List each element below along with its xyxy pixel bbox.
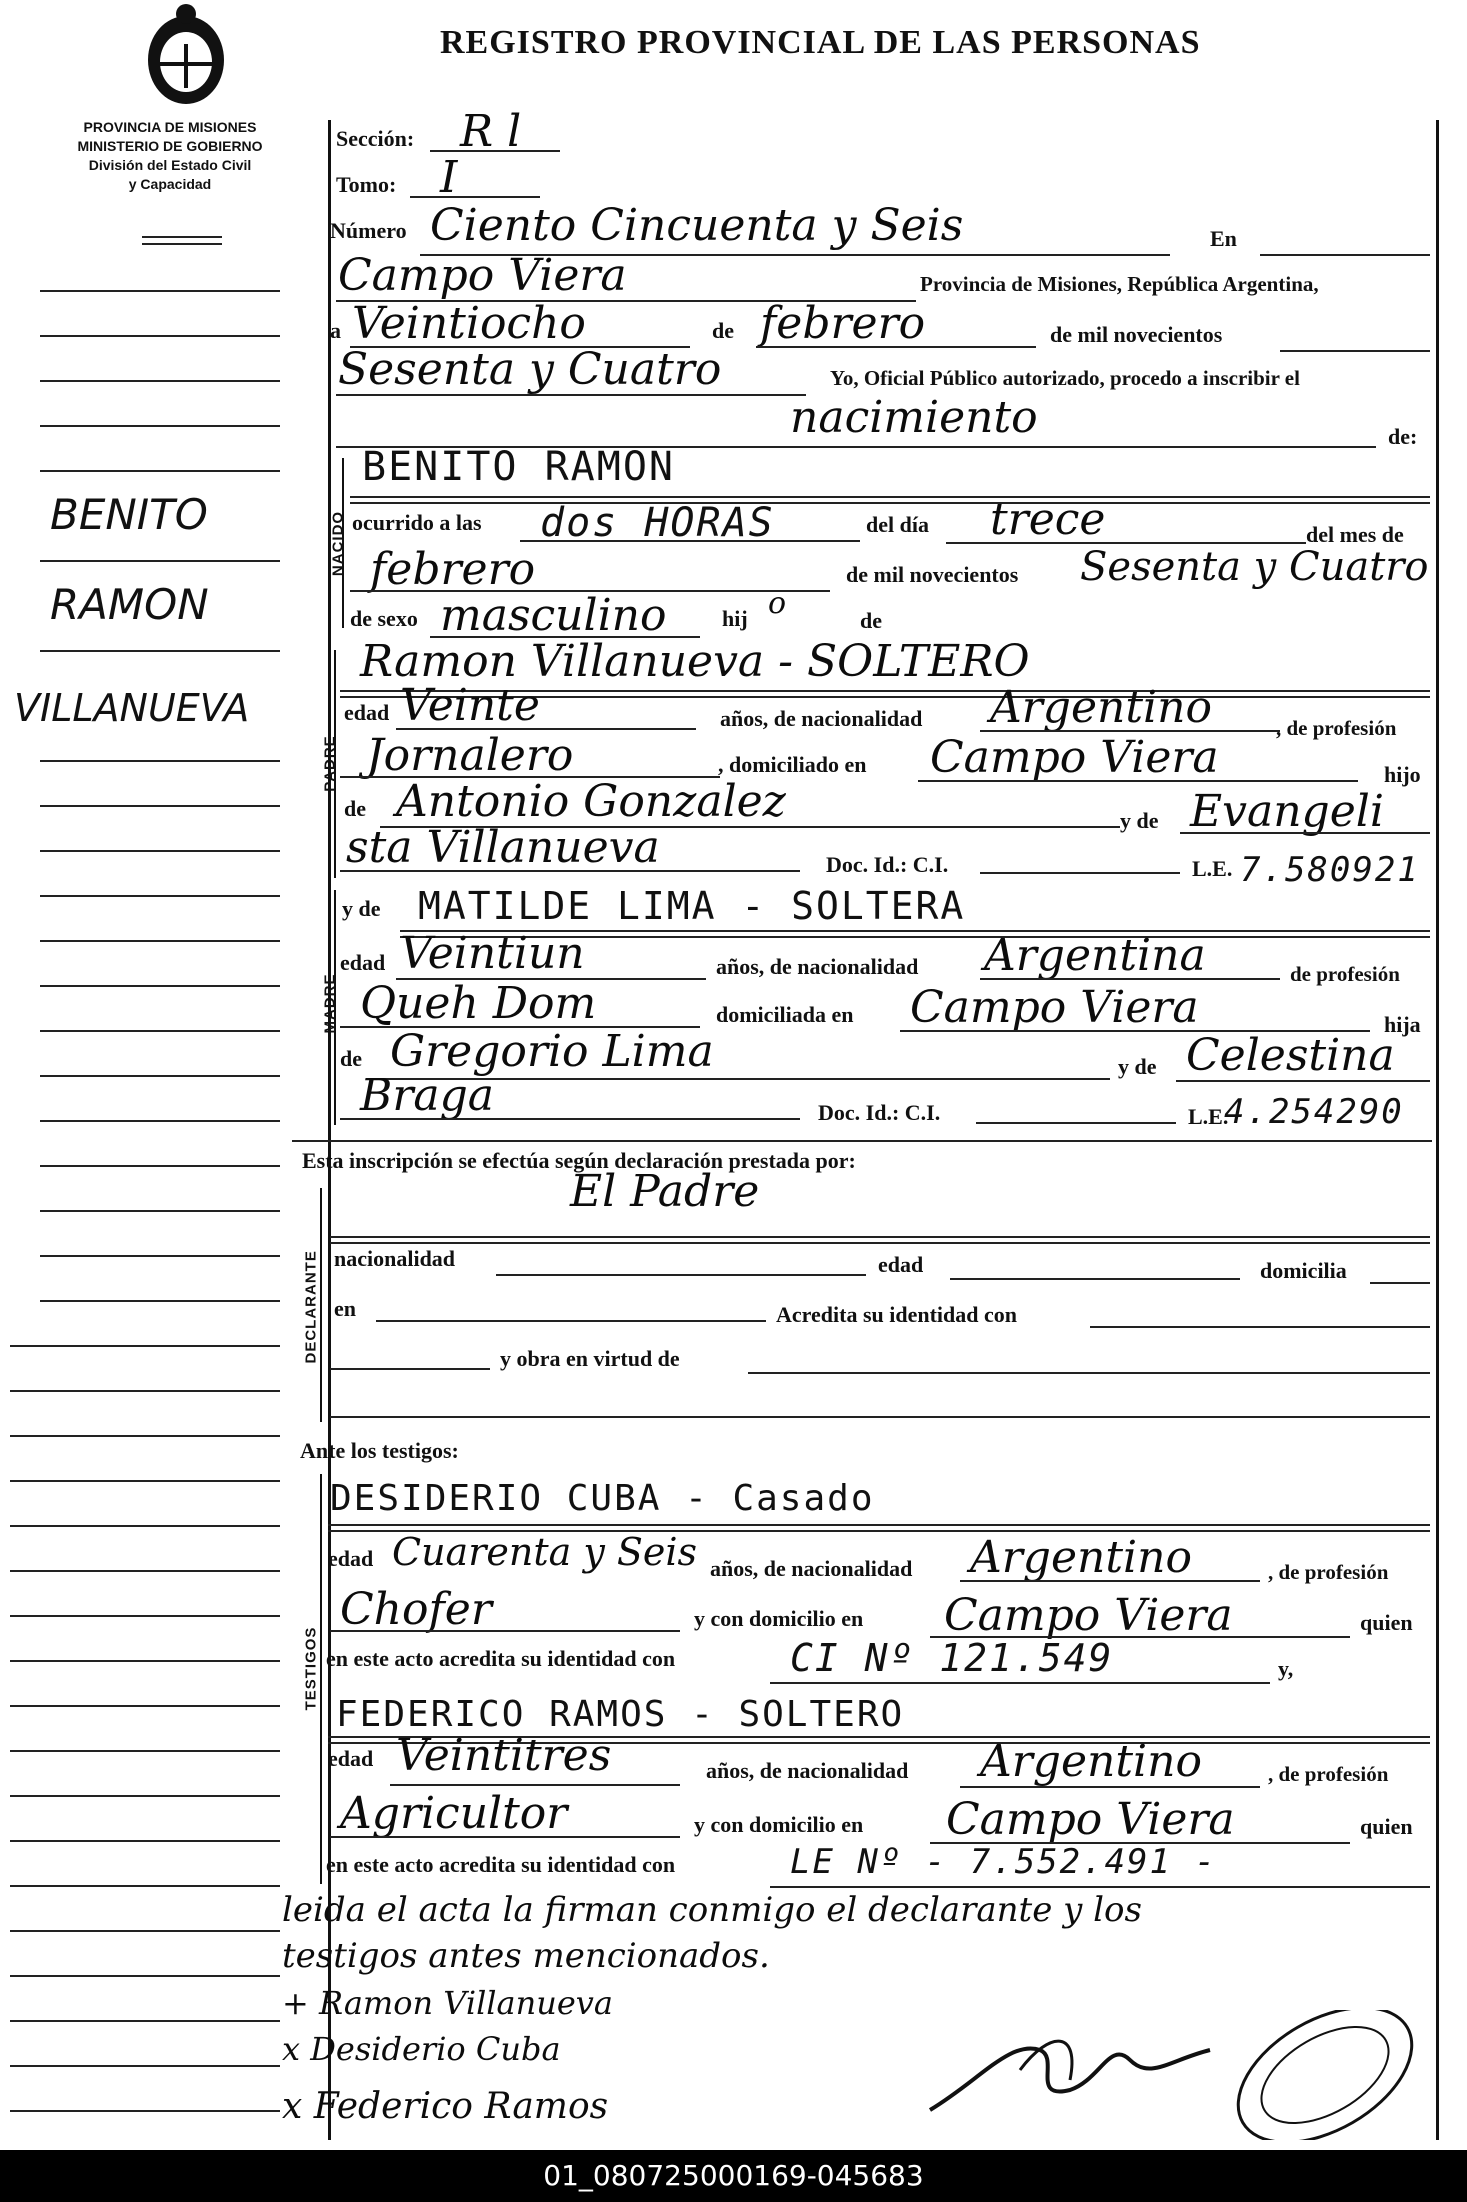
declarante-acredita-label: Acredita su identidad con xyxy=(776,1302,1018,1327)
margin-name-1: BENITO xyxy=(50,490,208,539)
declarante-edad-label: edad xyxy=(878,1252,924,1277)
padre-de-label: de xyxy=(344,796,366,821)
provincia-text: Provincia de Misiones, República Argentina, xyxy=(920,272,1319,296)
madre-domic-label: domiciliada en xyxy=(716,1002,854,1027)
a-label: a xyxy=(330,318,341,343)
declarante-obra-label: y obra en virtud de xyxy=(500,1346,680,1371)
testigo1-acto-label: en este acto acredita su identidad con xyxy=(326,1646,676,1671)
padre-side-label: PADRE xyxy=(321,735,339,792)
padre-le-label: L.E. xyxy=(1192,856,1233,881)
madre-domic-value: Campo Viera xyxy=(910,982,1199,1033)
year-value: Sesenta y Cuatro xyxy=(338,344,722,395)
padre-profesion-label: , de profesión xyxy=(1276,716,1397,740)
madre-yde2-label: y de xyxy=(1118,1054,1157,1079)
testigo1-domic-label: y con domicilio en xyxy=(694,1606,864,1631)
testigo1-edad-label: edad xyxy=(328,1546,374,1571)
testigo2-anios-label: años, de nacionalidad xyxy=(706,1758,909,1783)
org-line-4: y Capacidad xyxy=(128,176,212,192)
mil-label: de mil novecientos xyxy=(846,562,1019,587)
declarante-domic-label: domicilia xyxy=(1260,1258,1347,1283)
mes-value: febrero xyxy=(370,544,536,595)
nacido-side-label: NACIDO xyxy=(329,510,347,577)
testigo1-y-label: y, xyxy=(1278,1656,1294,1681)
padre-anios-label: años, de nacionalidad xyxy=(720,706,923,731)
seccion-label: Sección: xyxy=(336,126,415,151)
madre-hija-label: hija xyxy=(1384,1012,1421,1037)
testigo2-nac-value: Argentino xyxy=(980,1736,1202,1787)
padre-yde-label: y de xyxy=(1120,808,1159,833)
hora-value: dos HORAS xyxy=(540,500,775,546)
en-label: En xyxy=(1210,226,1237,251)
margin-name-3: VILLANUEVA xyxy=(14,686,250,730)
testigo2-quien-label: quien xyxy=(1360,1814,1413,1839)
madre-profesion-label: de profesión xyxy=(1290,962,1400,986)
dia-label: del día xyxy=(866,512,929,537)
testigo2-name: FEDERICO RAMOS - SOLTERO xyxy=(336,1694,905,1735)
padre-edad-label: edad xyxy=(344,700,390,725)
padre-doc-label: Doc. Id.: C.I. xyxy=(826,852,949,877)
madre-yde-label: y de xyxy=(342,896,381,921)
madre-anios-label: años, de nacionalidad xyxy=(716,954,919,979)
padre-edad-value: Veinte xyxy=(400,680,540,731)
de-colon: de: xyxy=(1388,424,1418,449)
testigo2-edad-value: Veintitres xyxy=(396,1730,612,1781)
testigo1-anios-label: años, de nacionalidad xyxy=(710,1556,913,1581)
margin-name-2: RAMON xyxy=(50,580,209,629)
testigo1-quien-label: quien xyxy=(1360,1610,1413,1635)
official-stamp-icon xyxy=(1220,2010,1430,2144)
de-label: de xyxy=(712,318,734,343)
padre-madre-value: Evangeli xyxy=(1190,786,1384,837)
hijo-value: o xyxy=(768,586,787,621)
day-value: Veintiocho xyxy=(352,298,586,349)
numero-value: Ciento Cincuenta y Seis xyxy=(430,200,964,251)
madre-madre-value: Celestina xyxy=(1186,1030,1395,1081)
madre-de-label: de xyxy=(340,1046,362,1071)
testigo2-domic-value: Campo Viera xyxy=(946,1794,1235,1845)
de-label-nacido: de xyxy=(860,608,882,633)
padre-le-value: 7.580921 xyxy=(1240,850,1420,890)
madre-name: MATILDE LIMA - SOLTERA xyxy=(418,884,966,928)
place-value: Campo Viera xyxy=(338,250,627,301)
numero-label: Número xyxy=(330,218,407,243)
madre-nac-value: Argentina xyxy=(984,930,1206,981)
madre-le-value: 4.254290 xyxy=(1224,1092,1404,1132)
padre-domic-label: , domiciliado en xyxy=(718,752,867,777)
padre-name: Ramon Villanueva - SOLTERO xyxy=(360,636,1030,687)
seccion-value: R l xyxy=(460,106,522,157)
org-block xyxy=(40,118,300,194)
padre-domic-value: Campo Viera xyxy=(930,732,1219,783)
declarante-nac-label: nacionalidad xyxy=(334,1246,456,1271)
testigo1-domic-value: Campo Viera xyxy=(944,1590,1233,1641)
closing-line-2: testigos antes mencionados. xyxy=(282,1936,770,1976)
madre-le-label: L.E. xyxy=(1188,1104,1229,1129)
sexo-label: de sexo xyxy=(350,606,418,631)
testigo2-edad-label: edad xyxy=(328,1746,374,1771)
coat-of-arms-icon xyxy=(140,0,232,108)
org-line-3: División del Estado Civil xyxy=(88,157,252,173)
org-line-2: MINISTERIO DE GOBIERNO xyxy=(77,138,263,154)
month-value: febrero xyxy=(760,298,926,349)
testigo1-edad-value: Cuarenta y Seis xyxy=(392,1530,698,1574)
testigo2-prof-value: Agricultor xyxy=(340,1788,568,1839)
madre-edad-label: edad xyxy=(340,950,386,975)
anio-value: Sesenta y Cuatro xyxy=(1080,544,1429,590)
madre-prof-value: Queh Dom xyxy=(360,978,597,1029)
acta-value: nacimiento xyxy=(790,392,1038,443)
nacido-name: BENITO RAMON xyxy=(362,444,675,490)
padre-nac-value: Argentino xyxy=(990,682,1212,733)
declarante-en-label: en xyxy=(334,1296,356,1321)
testigos-label: Ante los testigos: xyxy=(300,1438,459,1463)
testigo2-prof-label: , de profesión xyxy=(1268,1762,1389,1786)
hijo-label: hij xyxy=(722,606,748,631)
testigo1-name: DESIDERIO CUBA - Casado xyxy=(330,1478,875,1519)
tomo-label: Tomo: xyxy=(336,172,397,197)
officer-signature xyxy=(920,2020,1220,2134)
tomo-value: I xyxy=(440,152,458,203)
signature-ramon: + Ramon Villanueva xyxy=(282,1984,613,2022)
closing-line-1: leida el acta la firman conmigo el declarante y los xyxy=(282,1890,1142,1930)
testigo2-id-value: LE Nº - 7.552.491 - xyxy=(790,1842,1217,1882)
madre-madre-value-2: Braga xyxy=(360,1070,494,1121)
document-title: REGISTRO PROVINCIAL DE LAS PERSONAS xyxy=(440,24,1201,61)
testigo1-prof-label: , de profesión xyxy=(1268,1560,1389,1584)
sexo-value: masculino xyxy=(440,590,667,641)
testigo1-nac-value: Argentino xyxy=(970,1532,1192,1583)
mes-label: del mes de xyxy=(1306,522,1404,547)
madre-side-label: MADRE xyxy=(321,973,339,1034)
madre-edad-value: Veintiun xyxy=(400,928,585,979)
inscripcion-text: Esta inscripción se efectúa según declaración prestada por: xyxy=(302,1148,856,1173)
dia-value: trece xyxy=(990,494,1106,545)
padre-madre-value-2: sta Villanueva xyxy=(346,822,660,873)
padre-hijo-label: hijo xyxy=(1384,762,1421,787)
signature-desiderio: x Desiderio Cuba xyxy=(282,2030,561,2068)
padre-prof-value: Jornalero xyxy=(366,730,574,781)
testigos-side-label: TESTIGOS xyxy=(302,1626,320,1711)
madre-padre-value: Gregorio Lima xyxy=(390,1026,714,1077)
document-code-bar: 01_080725000169-045683 xyxy=(0,2150,1467,2202)
testigo2-domic-label: y con domicilio en xyxy=(694,1812,864,1837)
signature-federico: x Federico Ramos xyxy=(282,2086,609,2127)
testigo1-id-value: CI Nº 121.549 xyxy=(790,1636,1114,1680)
oficial-text: Yo, Oficial Público autorizado, procedo a inscribir el xyxy=(830,366,1300,390)
testigo1-prof-value: Chofer xyxy=(340,1584,492,1635)
testigo2-acto-label: en este acto acredita su identidad con xyxy=(326,1852,676,1877)
padre-padre-value: Antonio Gonzalez xyxy=(396,776,786,827)
ocurrido-label: ocurrido a las xyxy=(352,510,482,535)
mil-text: de mil novecientos xyxy=(1050,322,1223,347)
declarante-side-label: DECLARANTE xyxy=(302,1250,320,1364)
madre-doc-label: Doc. Id.: C.I. xyxy=(818,1100,941,1125)
org-line-1: PROVINCIA DE MISIONES xyxy=(83,119,257,135)
declarante-value: El Padre xyxy=(570,1166,760,1217)
